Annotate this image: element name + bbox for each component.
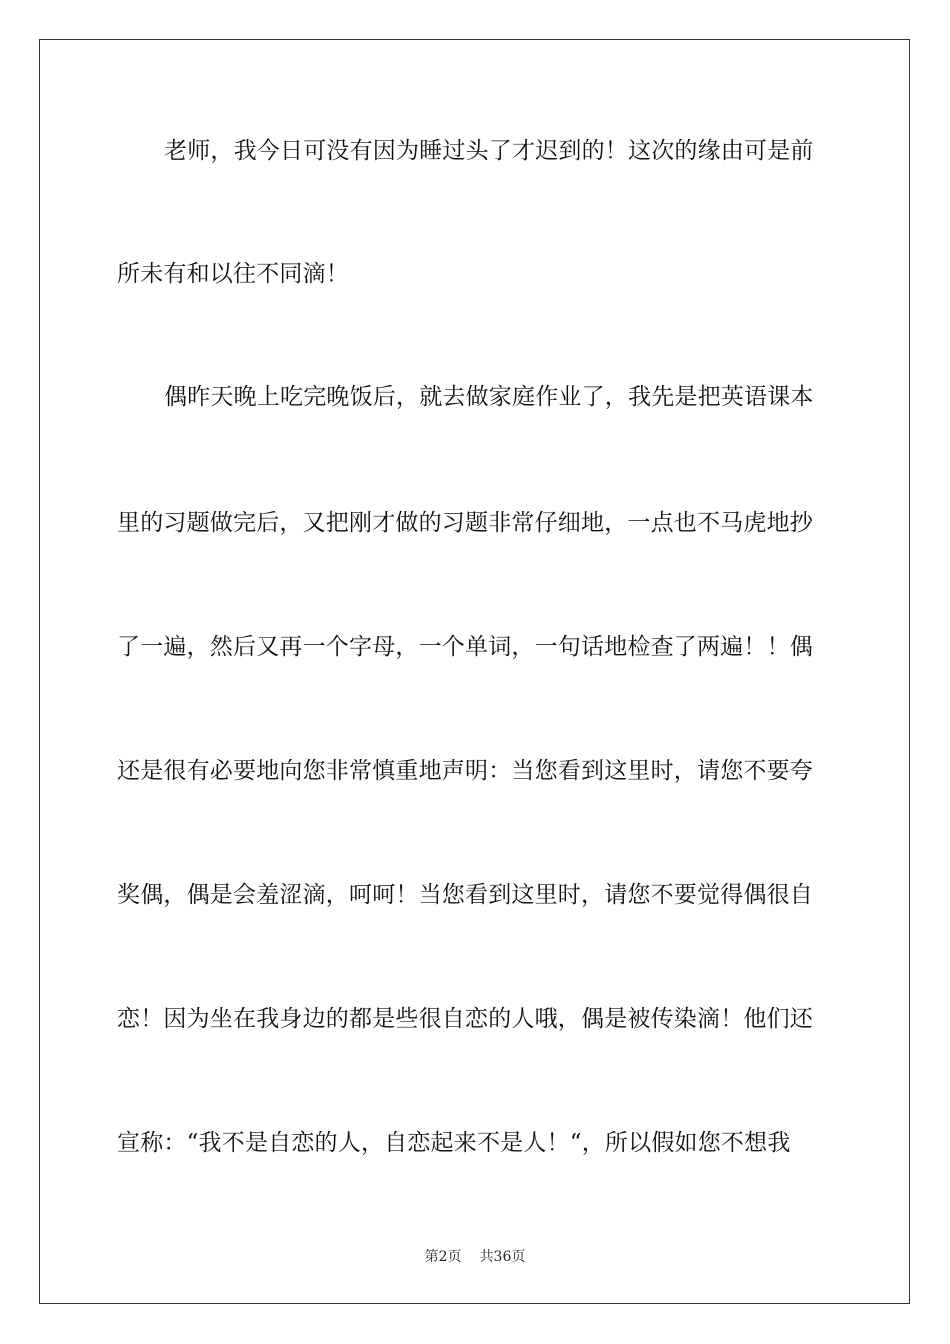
page-number: 第2页	[424, 1249, 462, 1265]
paragraph-2-line-6: 恋！因为坐在我身边的都是些很自恋的人哦，偶是被传染滴！他们还	[117, 1006, 813, 1032]
paragraph-1-line-1: 老师，我今日可没有因为睡过头了才迟到的！这次的缘由可是前	[164, 138, 814, 164]
page-border	[39, 39, 910, 1304]
page-total: 共36页	[479, 1249, 526, 1265]
paragraph-2-line-7: 宣称：“我不是自恋的人，自恋起来不是人！“，所以假如您不想我	[117, 1130, 791, 1156]
paragraph-2-line-4: 还是很有必要地向您非常慎重地声明：当您看到这里时，请您不要夸	[117, 758, 813, 784]
paragraph-2-line-5: 奖偶，偶是会羞涩滴，呵呵！当您看到这里时，请您不要觉得偶很自	[117, 882, 813, 908]
paragraph-2-line-3: 了一遍，然后又再一个字母，一个单词，一句话地检查了两遍！！偶	[117, 634, 813, 660]
page-footer	[0, 1248, 950, 1266]
paragraph-1-line-2: 所未有和以往不同滴！	[117, 261, 349, 287]
paragraph-2-line-1: 偶昨天晚上吃完晚饭后，就去做家庭作业了，我先是把英语课本	[164, 384, 814, 410]
paragraph-2-line-2: 里的习题做完后，又把刚才做的习题非常仔细地，一点也不马虎地抄	[117, 510, 813, 536]
